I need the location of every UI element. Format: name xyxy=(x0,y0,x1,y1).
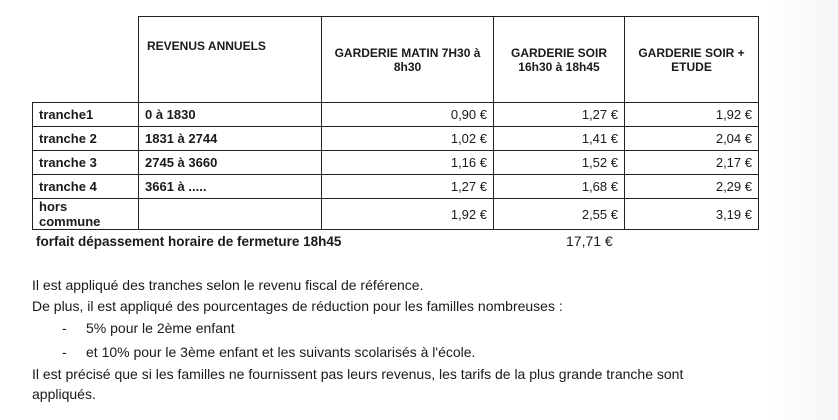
row-label: tranche 3 xyxy=(33,151,139,175)
bullet-text: et 10% pour le 3ème enfant et les suivants scolarisés à l'école. xyxy=(86,344,476,360)
price-soir: 2,55 € xyxy=(494,199,625,230)
note-bullet-2 xyxy=(62,342,475,362)
price-matin: 1,27 € xyxy=(322,175,494,199)
price-matin: 0,90 € xyxy=(322,103,494,127)
price-matin: 1,92 € xyxy=(322,199,494,230)
row-revenus-range: 0 à 1830 xyxy=(139,103,322,127)
row-label: tranche 2 xyxy=(33,127,139,151)
table-row xyxy=(33,151,759,175)
bullet-dash: - xyxy=(62,344,67,360)
price-soir: 1,68 € xyxy=(494,175,625,199)
note-line-1: Il est appliqué des tranches selon le revenu fiscal de référence. xyxy=(32,277,424,293)
scan-shadow xyxy=(768,0,838,420)
price-soir: 1,27 € xyxy=(494,103,625,127)
forfait-label: forfait dépassement horaire de fermeture 18h45 xyxy=(36,234,342,249)
table-row xyxy=(33,127,759,151)
price-etude: 2,29 € xyxy=(625,175,759,199)
row-label: tranche 4 xyxy=(33,175,139,199)
row-revenus-range: 3661 à ..... xyxy=(139,175,322,199)
note-line-3: Il est précisé que si les familles ne fournissent pas leurs revenus, les tarifs de la plus grande tranche sont xyxy=(32,366,684,382)
bullet-text: 5% pour le 2ème enfant xyxy=(86,320,235,336)
table-row xyxy=(33,175,759,199)
price-etude: 3,19 € xyxy=(625,199,759,230)
row-revenus-range xyxy=(139,199,322,230)
row-label: hors commune xyxy=(33,199,139,230)
price-etude: 1,92 € xyxy=(625,103,759,127)
price-etude: 2,04 € xyxy=(625,127,759,151)
price-matin: 1,02 € xyxy=(322,127,494,151)
forfait-value: 17,71 € xyxy=(566,233,613,249)
header-revenus: REVENUS ANNUELS xyxy=(139,17,322,103)
table-header-row xyxy=(33,17,759,103)
note-line-2: De plus, il est appliqué des pourcentages de réduction pour les familles nombreuses : xyxy=(32,298,563,314)
row-revenus-range: 2745 à 3660 xyxy=(139,151,322,175)
row-label: tranche1 xyxy=(33,103,139,127)
tarifs-table xyxy=(32,16,759,230)
note-line-4: appliqués. xyxy=(32,386,96,402)
price-matin: 1,16 € xyxy=(322,151,494,175)
price-soir: 1,41 € xyxy=(494,127,625,151)
table-row xyxy=(33,199,759,230)
bullet-dash: - xyxy=(62,320,67,336)
header-garderie-soir: GARDERIE SOIR 16h30 à 18h45 xyxy=(494,17,625,103)
empty-corner-cell xyxy=(33,17,139,103)
header-garderie-matin: GARDERIE MATIN 7H30 à 8h30 xyxy=(322,17,494,103)
price-soir: 1,52 € xyxy=(494,151,625,175)
price-etude: 2,17 € xyxy=(625,151,759,175)
header-garderie-etude: GARDERIE SOIR + ETUDE xyxy=(625,17,759,103)
table-row xyxy=(33,103,759,127)
note-bullet-1 xyxy=(62,318,235,338)
row-revenus-range: 1831 à 2744 xyxy=(139,127,322,151)
